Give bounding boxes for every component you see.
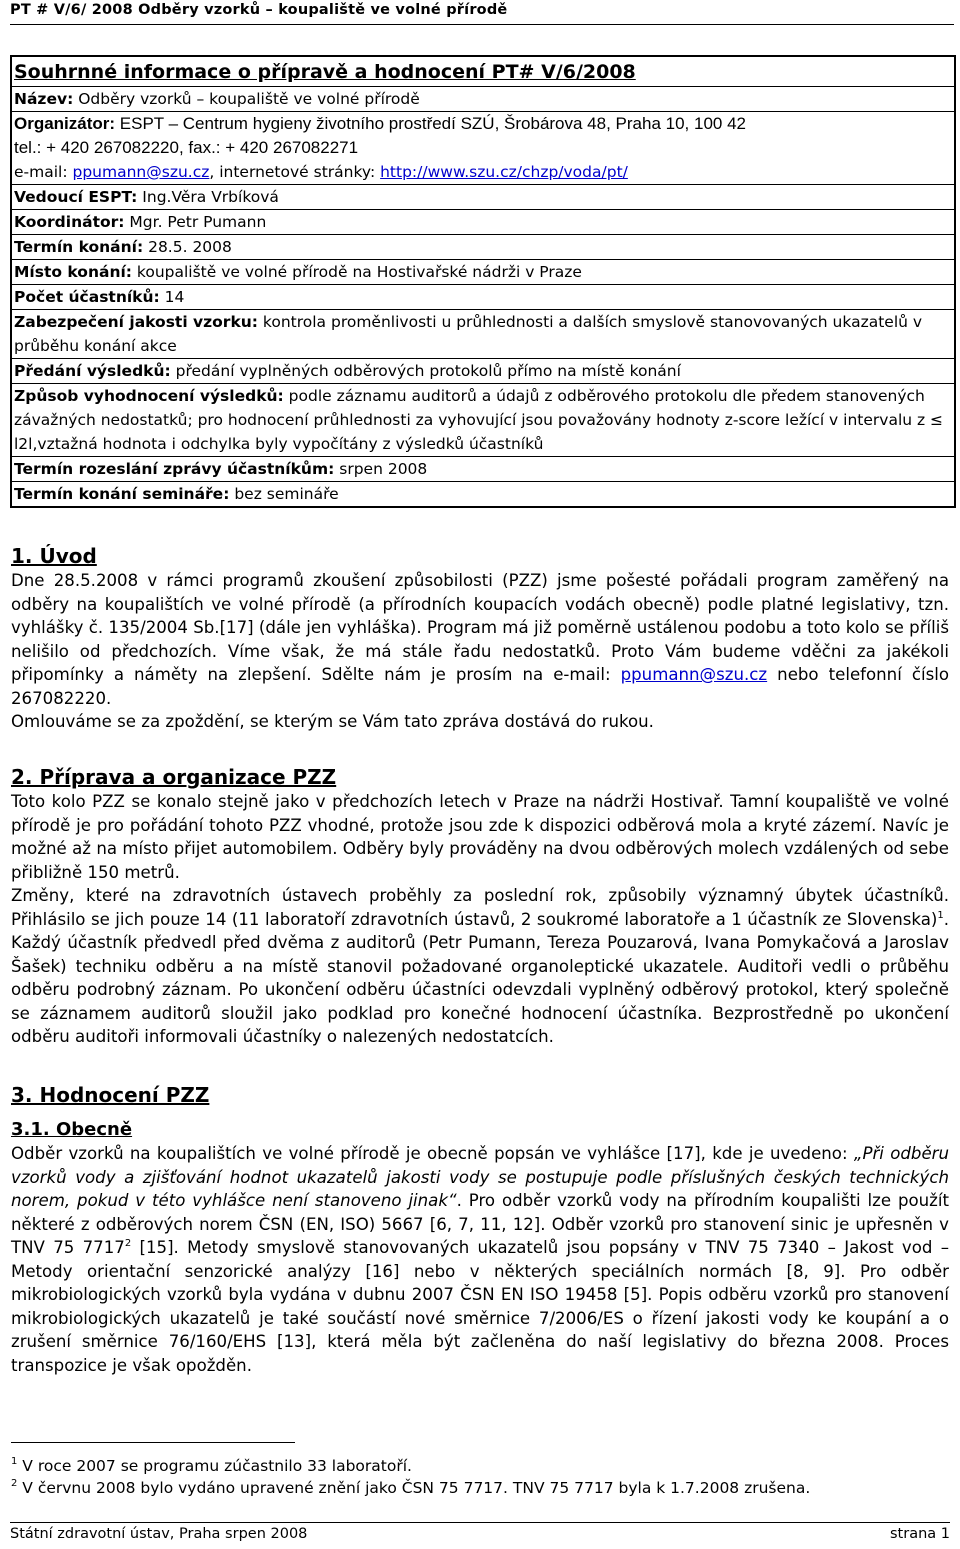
row-quality [12,310,954,359]
web-link[interactable]: http://www.szu.cz/chzp/voda/pt/ [380,163,628,181]
org-label: Organizátor: [14,114,116,133]
email-link[interactable]: ppumann@szu.cz [72,163,210,181]
row-name [12,87,954,112]
footnote-2-text: V červnu 2008 bylo vydáno upravené znění jako ČSN 75 7717. TNV 75 7717 byla k 1.7.2008 zrušena. [17,1479,811,1497]
row-place [12,260,954,285]
section-2-heading: 2. Příprava a organizace PZZ [11,765,337,789]
row-coordinator [12,210,954,235]
eval-label: Způsob vyhodnocení výsledků: [14,387,284,405]
count-label: Počet účastníků: [14,288,160,306]
summary-box [10,55,956,508]
qa-value: kontrola proměnlivosti u průhlednosti a dalších smyslově stanovovaných ukazatelů v průběhu konání akce [14,313,923,355]
count-value: 14 [159,288,185,306]
intro-text-a: Dne 28.5.2008 v rámci programů zkoušení způsobilosti (PZZ) jsme pošesté pořádali program zaměřený na odběry na koupalištích ve volné přírodě (a přírodních koupacích vodách obecně) podle platné legislativy, tzn. vyhlášky č. 135/2004 Sb.[17] (dále jen vyhláška). Program má již poměrně ustálenou podobu a toto kolo se příliš nelišilo od předchozích. Víme však, že má stále řadu nedostatků. Proto Vám budeme vděčni za jakékoli připomínky a náměty na zlepšení. Sdělte nám je prosím na e-mail: [11,571,949,684]
section-3-heading: 3. Hodnocení PZZ [11,1083,210,1107]
general-paragraph [11,1142,949,1377]
leader-label: Vedoucí ESPT: [14,188,138,206]
name-label: Název: [14,90,74,108]
general-quote: „Při odběru vzorků vody a zjišťování hodnot ukazatelů jakosti vody se postupuje podle příslušných českých technických norem, pokud v této vyhlášce není stanoveno jinak“ [11,1144,949,1210]
place-value: koupaliště ve volné přírodě na Hostivařské nádrži v Praze [132,263,582,281]
report-label: Termín rozeslání zprávy účastníkům: [14,460,335,478]
report-value: srpen 2008 [334,460,428,478]
tel-fax: tel.: + 420 267082220, fax.: + 420 267082271 [14,138,359,157]
leader-value: Ing.Věra Vrbíková [137,188,279,206]
page-footer [10,1522,950,1545]
page-number: strana 1 [890,1526,950,1542]
web-prefix: , internetové stránky: [209,163,381,181]
general-text-c: [15]. Metody smyslově stanovovaných ukazatelů jsou popsány v TNV 75 7340 – Jakost vod – Metody orientační senzorické analýzy [16] nebo v některých speciálních normách [8, 9]. Pro odběr mikrobiologických vzorků byla vydána v dubnu 2007 ČSN EN ISO 19458 [5]. Popis odběru vzorků pro stanovení mikrobiologických ukazatelů je také součástí nové směrnice 7/2006/ES o řízení jakosti vody ke koupání a o zrušení směrnice 76/160/EHS [13], která měla být začleněna do naší legislativy do března 2008. Proces transpozice je však opožděn. [11,1238,949,1375]
row-report [12,457,954,482]
seminar-label: Termín konání semináře: [14,485,230,503]
subsection-3-1-heading: 3.1. Obecně [11,1119,133,1140]
footnote-2 [11,1478,810,1498]
footnote-1-number: 1 [11,1456,18,1467]
date-value: 28.5. 2008 [143,238,232,256]
seminar-value: bez semináře [229,485,339,503]
footnote-separator [11,1442,295,1443]
summary-title: Souhrnné informace o přípravě a hodnocení PT# V/6/2008 [12,57,954,87]
header-title: PT # V/6/ 2008 Odběry vzorků – koupaliště ve volné přírodě [10,2,508,18]
page-header [10,0,954,25]
handover-value: předání vyplněných odběrových protokolů přímo na místě konání [170,362,681,380]
prep-paragraph-1: Toto kolo PZZ se konalo stejně jako v předchozích letech v Praze na nádrži Hostivař. Tamní koupaliště ve volné přírodě je pro pořádání tohoto PZZ vhodné, protože jsou zde k dispozici odběrová mola a kryté zázemí. Navíc je možné až na místo přijet automobilem. Odběry byly prováděny na dvou odběrových molech vzdálených od sebe přibližně 150 metrů. [11,792,949,882]
prep-text-b: . Každý účastník předvedl před dvěma z auditorů (Petr Pumann, Tereza Pouzarová, Ivana Pomykačová a Jaroslav Šašek) techniku odběru a na místě stanovil požadované organoleptické ukazatele. Auditoři vedli o průběhu odběru podrobný záznam. Po ukončení odběru účastníci odevzdali vyplněný odběrový protokol, který společně se záznamem auditorů sloužil jako podklad pro konečné hodnocení účastníka. Bezprostředně po ukončení odběru auditoři informovali účastníky o nalezených nedostatcích. [11,909,949,1046]
coord-value: Mgr. Petr Pumann [124,213,267,231]
row-evaluation [12,384,954,457]
section-evaluation [11,1082,949,1377]
general-text-b: . Pro odběr vzorků vody na přírodním koupališti lze použít některé z odběrových norem ČSN (EN, ISO) 5667 [6, 7, 11, 12]. Odběr vzorků pro stanovení sinic je upřesněn v TNV 75 7717 [11,1191,949,1257]
prep-text-a: Změny, které na zdravotních ústavech proběhly za poslední rok, způsobily významný úbytek účastníků. Přihlásilo se jich pouze 14 (11 laboratoří zdravotních ústavů, 2 soukromé laboratoře a 1 účastník ze Slovenska) [11,886,949,929]
section-intro [11,543,949,734]
footnote-1-text: V roce 2007 se programu zúčastnilo 33 laboratoří. [17,1457,412,1475]
footnote-2-number: 2 [11,1478,18,1489]
intro-paragraph [11,569,949,710]
place-label: Místo konání: [14,263,132,281]
apology-paragraph: Omlouváme se za zpoždění, se kterým se Vám tato zpráva dostává do rukou. [11,712,654,731]
row-leader [12,185,954,210]
coord-label: Koordinátor: [14,213,125,231]
eval-value: podle záznamu auditorů a údajů z odběrového protokolu dle předem stanovených závažných nedostatků; pro hodnocení průhlednosti za vyhovující jsou považovány hodnoty z-score ležící v intervalu z ≤ l2l,vztažná hodnota i odchylka byly vypočítány z výsledků účastníků [14,387,944,453]
prep-paragraph-2 [11,884,949,1049]
section-1-heading: 1. Úvod [11,544,97,568]
name-value: Odběry vzorků – koupaliště ve volné přírodě [73,90,420,108]
intro-email-link[interactable]: ppumann@szu.cz [620,665,768,684]
footnote-ref-1: 1 [937,909,944,921]
org-value: ESPT – Centrum hygieny životního prostředí SZÚ, Šrobárova 48, Praha 10, 100 42 [115,114,746,133]
handover-label: Předání výsledků: [14,362,171,380]
row-organizer [12,112,954,185]
section-preparation [11,764,949,1049]
row-date [12,235,954,260]
row-count [12,285,954,310]
intro-text-b: nebo telefonní číslo 267082220. [11,665,949,708]
footnote-ref-2: 2 [124,1238,132,1249]
row-handover [12,359,954,384]
date-label: Termín konání: [14,238,144,256]
row-seminar [12,482,954,506]
email-prefix: e-mail: [14,163,73,181]
footnote-1 [11,1456,412,1476]
general-text-a: Odběr vzorků na koupalištích ve volné přírodě je obecně popsán ve vyhlášce [17], kde je uvedeno: [11,1144,854,1163]
footer-left: Státní zdravotní ústav, Praha srpen 2008 [10,1526,308,1542]
qa-label: Zabezpečení jakosti vzorku: [14,313,258,331]
